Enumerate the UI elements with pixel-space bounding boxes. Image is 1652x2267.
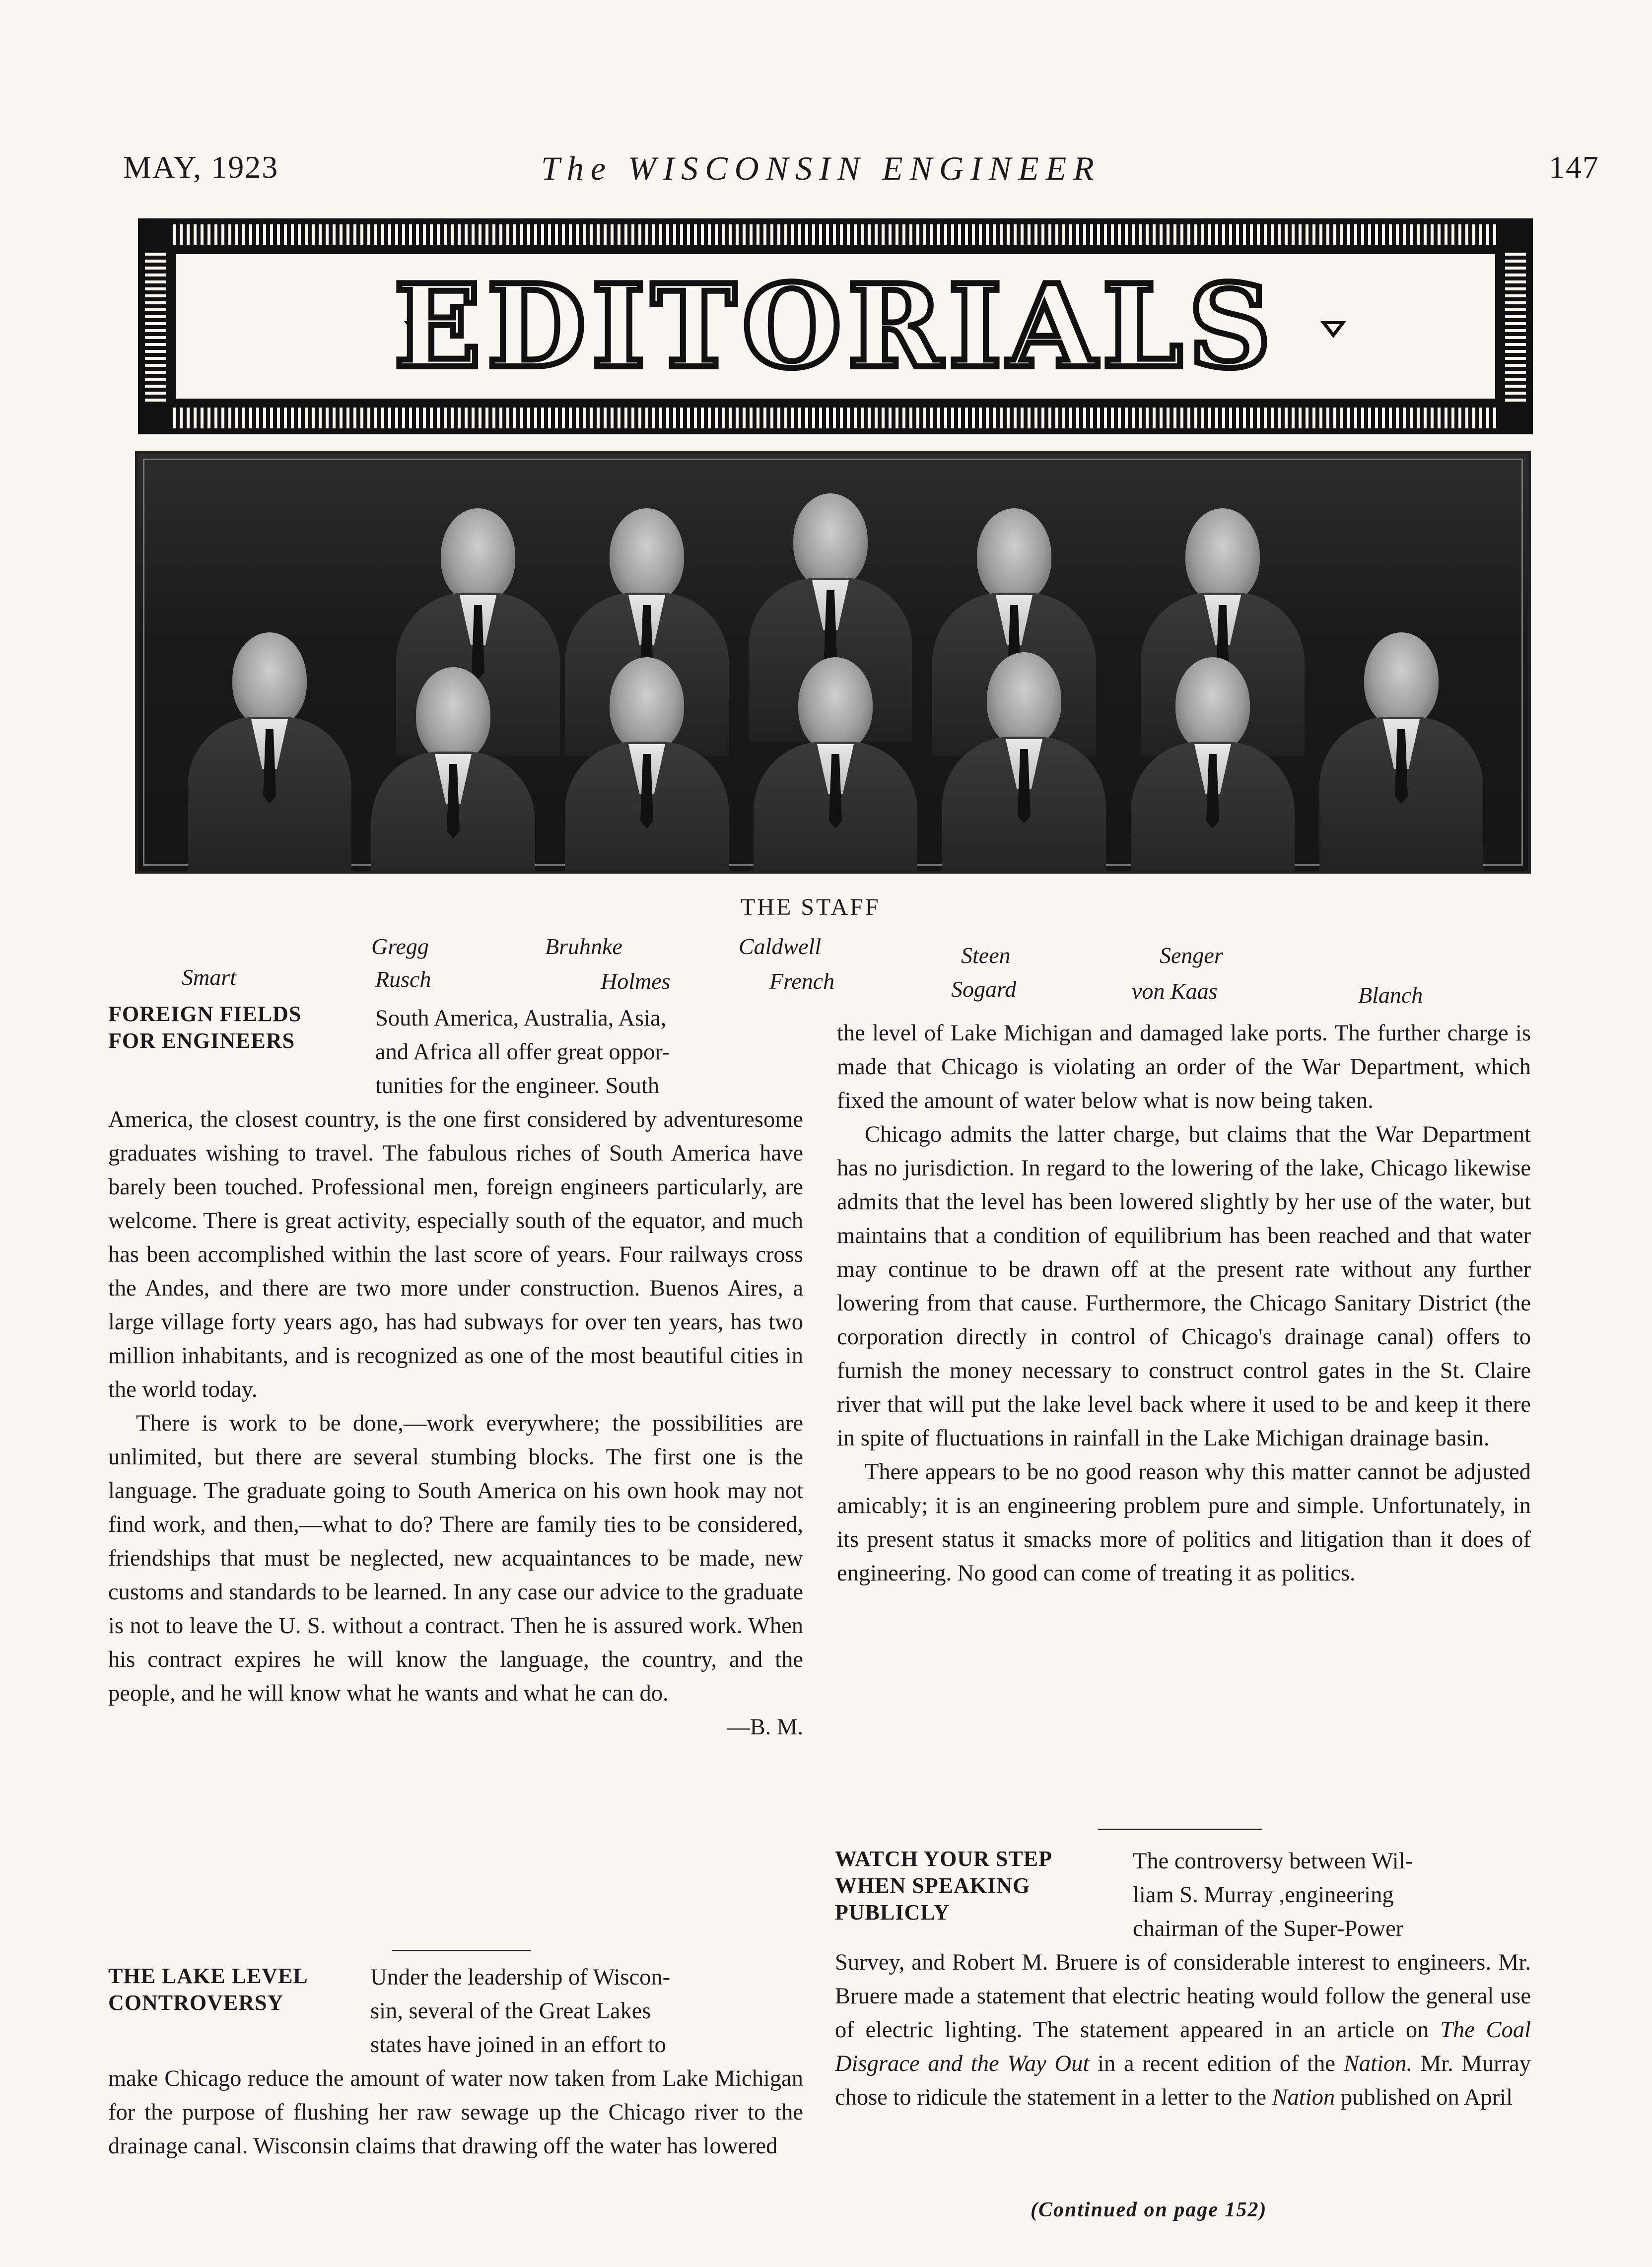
article2-body-start — [108, 2062, 803, 2163]
staff-name: Sogard — [951, 976, 1017, 1002]
staff-name: von Kaas — [1132, 978, 1218, 1004]
staff-name: Rusch — [375, 966, 431, 992]
paragraph: America, the closest country, is the one first considered by adventuresome graduates wishing to travel. The fabulous riches of South America have barely been touched. Professional men, foreign engineers particularly, are welcome. There is great activity, especially south of the equator, and much has been accomplished within the last score of years. Four railways cross the Andes, and there are two more under construction. Buenos Aires, a large village forty years ago, has had subways for over ten years, has two million inhabitants, and is recognized as one of the most beautiful cities in the world today. — [108, 1107, 803, 1402]
staff-name: Gregg — [371, 934, 429, 959]
continued-note: (Continued on page 152) — [1031, 2198, 1267, 2221]
staff-name: Bruhnke — [545, 934, 622, 959]
page-number: 147 — [1549, 149, 1599, 185]
staff-name: Senger — [1160, 943, 1223, 968]
banner-panel — [173, 251, 1498, 402]
staff-name: Blanch — [1358, 982, 1423, 1008]
article3-lead: The controversy between Wil- liam S. Murray ,engineering chairman of the Super-Power — [1133, 1849, 1413, 1941]
staff-name: Steen — [961, 943, 1011, 968]
journal-title: The WISCONSIN ENGINEER — [541, 149, 1101, 187]
paragraph: the level of Lake Michigan and damaged lake ports. The further charge is made that Chicago is violating an order of the War Department, which fixed the amount of water below what is now being taken. — [837, 1021, 1531, 1113]
staff-name: Holmes — [601, 968, 671, 994]
banner-title: EDITORIALS — [394, 259, 1277, 394]
article2-lead: Under the leadership of Wiscon- sin, several of the Great Lakes states have joined in an effort to — [370, 1965, 671, 2058]
banner-right-ruling — [1505, 251, 1526, 402]
article-heading-foreign-fields: FOREIGN FIELDS FOR ENGINEERS — [108, 1002, 302, 1053]
article1-lead: South America, Australia, Asia, and Africa all offer great oppor- tunities for the engineer. South — [375, 1006, 670, 1099]
paragraph: There appears to be no good reason why this matter cannot be adjusted amicably; it is an engineering problem pure and simple. Unfortunately, in its present status it smacks more of politics and litigation than it does of engineering. No good can come of treating it as politics. — [837, 1459, 1531, 1586]
issue-date: MAY, 1923 — [123, 149, 279, 185]
staff-name: French — [769, 968, 835, 994]
paragraph: Chicago admits the latter charge, but claims that the War Department has no jurisdiction. In regard to the lowering of the lake, Chicago likewise admits that the level has been lowered slightly by her use of the water, but maintains that a condition of equilibrium has been reached and that water may continue to be drawn off at the present rate without any further lowering from that cause. Furthermore, the Chicago Sanitary District (the corporation directly in control of Chicago's drainage canal) offers to furnish the money necessary to construct control gates in the St. Claire river that will put the lake level back where it used to be and keep it there in spite of fluctuations in rainfall in the Lake Michigan drainage basin. — [837, 1122, 1531, 1451]
paragraph: make Chicago reduce the amount of water now taken from Lake Michigan for the purpose of flushing her raw sewage up the Chicago river to the drainage canal. Wisconsin claims that drawing off the water has lowered — [108, 2066, 803, 2159]
publication-name: Nation. — [1343, 2051, 1413, 2076]
staff-photo — [135, 451, 1531, 874]
publication-name: Nation — [1272, 2085, 1335, 2110]
editorials-banner — [138, 218, 1533, 434]
staff-name: Smart — [182, 964, 236, 990]
article-heading-watch-your-step: WATCH YOUR STEP WHEN SPEAKING PUBLICLY — [835, 1847, 1052, 1924]
paragraph: Survey, and Robert M. Bruere is of considerable interest to engineers. Mr. Bruere made a statement that electric heating would follow the general use of electric lighting. The statement appeared in an article on The Coal Disgrace and the Way Out in a recent edition of the Nation. Mr. Murray chose to ridicule the statement in a letter to the Nation published on April — [835, 1950, 1531, 2110]
divider — [392, 1950, 531, 1951]
banner-left-ruling — [145, 251, 166, 402]
staff-name: Caldwell — [739, 934, 822, 959]
article3-body — [835, 1946, 1531, 2115]
banner-bottom-ruling — [173, 408, 1498, 428]
article-title-italic: The Coal Disgrace and the Way Out — [835, 2017, 1531, 2076]
article-heading-lake-level: THE LAKE LEVEL CONTROVERSY — [108, 1964, 308, 2015]
photo-caption: THE STAFF — [741, 894, 881, 920]
banner-top-ruling — [173, 224, 1498, 245]
paragraph: There is work to be done,—work everywhere; the possibilities are unlimited, but there are several stumbing blocks. The first one is the language. The graduate going to South America on his own hook may not find work, and then,—what to do? There are family ties to be considered, friendships that must be neglected, new acquaintances to be made, new customs and standards to be learned. In any case our advice to the graduate is not to leave the U. S. without a contract. Then he is assured work. When his contract expires he will know the language, the country, and the people, and he will know what he wants and what he can do. — [108, 1411, 803, 1706]
article2-body-continued — [837, 1017, 1531, 1590]
article1-body — [108, 1103, 803, 1744]
signature: —B. M. — [727, 1715, 803, 1740]
divider — [1098, 1829, 1262, 1830]
